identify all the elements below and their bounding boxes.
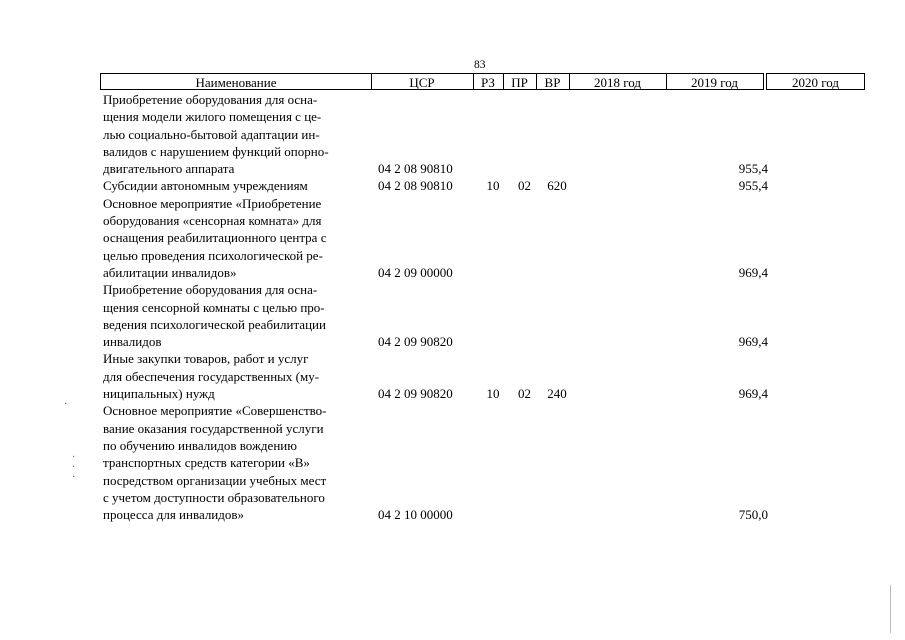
- row-name-line: абилитации инвалидов»: [103, 264, 237, 280]
- margin-mark: ·: [64, 399, 68, 410]
- row-2020: [768, 402, 868, 523]
- row-rz: 10: [486, 386, 500, 402]
- row-pr: [508, 402, 541, 523]
- table-row: [100, 195, 868, 281]
- row-rz: [478, 195, 508, 281]
- row-2020: [768, 281, 868, 350]
- row-name-line: посредством организации учебных мест: [103, 472, 327, 488]
- row-csr: 04 2 08 90810: [378, 161, 453, 177]
- row-vr: [541, 281, 573, 350]
- row-2020: [768, 177, 868, 194]
- table-row: [100, 350, 868, 402]
- row-2019: 955,4: [738, 161, 768, 177]
- row-pr: 02: [518, 178, 531, 194]
- header-name: Наименование: [100, 73, 372, 90]
- row-2019: 969,4: [738, 386, 768, 402]
- header-2019: 2019 год: [666, 73, 764, 90]
- row-name: [100, 281, 375, 350]
- row-pr: [508, 281, 541, 350]
- row-name-line: лью социально-бытовой адаптации ин-: [103, 126, 320, 142]
- row-name-line: ниципальных) нужд: [103, 386, 215, 402]
- row-name-line: процесса для инвалидов»: [103, 507, 245, 523]
- row-name: [100, 177, 375, 194]
- row-rz: [478, 281, 508, 350]
- row-2019: 955,4: [738, 178, 768, 194]
- row-name-line: транспортных средств категории «В»: [103, 455, 310, 471]
- row-name-line: Приобретение оборудования для осна-: [103, 282, 318, 298]
- row-name-line: валидов с нарушением функций опорно-: [103, 143, 329, 159]
- row-rz: [478, 91, 508, 177]
- header-2020: 2020 год: [766, 73, 865, 90]
- margin-mark: ·: [72, 452, 76, 463]
- row-name-line: по обучению инвалидов вождению: [103, 437, 297, 453]
- margin-mark: ·: [72, 462, 76, 473]
- row-name-line: щения сенсорной комнаты с целью про-: [103, 299, 325, 315]
- header-2018: 2018 год: [569, 73, 667, 90]
- row-name-line: Иные закупки товаров, работ и услуг: [103, 351, 309, 367]
- budget-table: [100, 91, 868, 523]
- row-2018: [573, 91, 669, 177]
- scan-edge-line: [890, 585, 891, 633]
- row-name: [100, 91, 375, 177]
- row-name-line: оснащения реабилитационного центра с: [103, 230, 327, 246]
- row-vr: 620: [547, 178, 567, 194]
- row-2020: [768, 195, 868, 281]
- row-csr: 04 2 09 90820: [378, 386, 453, 402]
- row-2018: [573, 402, 669, 523]
- row-pr: [508, 195, 541, 281]
- row-vr: 240: [547, 386, 567, 402]
- row-name-line: для обеспечения государственных (му-: [103, 368, 320, 384]
- row-name: [100, 350, 375, 402]
- table-row: [100, 281, 868, 350]
- margin-mark: ·: [72, 472, 76, 483]
- row-csr: 04 2 09 00000: [378, 264, 453, 280]
- row-2020: [768, 91, 868, 177]
- row-csr: 04 2 10 00000: [378, 507, 453, 523]
- row-name-line: с учетом доступности образовательного: [103, 489, 325, 505]
- row-name-line: ведения психологической реабилитации: [103, 316, 326, 332]
- row-name-line: вание оказания государственной услуги: [103, 420, 324, 436]
- row-name-line: оборудования «сенсорная комната» для: [103, 213, 322, 229]
- row-name-line: инвалидов: [103, 334, 162, 350]
- table-row: [100, 177, 868, 194]
- header-csr: ЦСР: [371, 73, 474, 90]
- row-pr: 02: [518, 386, 531, 402]
- row-name: [100, 195, 375, 281]
- row-2018: [573, 350, 669, 402]
- header-vr: ВР: [536, 73, 570, 90]
- row-name-line: Приобретение оборудования для осна-: [103, 92, 318, 107]
- row-2018: [573, 177, 669, 194]
- row-vr: [541, 402, 573, 523]
- row-rz: [478, 402, 508, 523]
- row-name-line: целью проведения психологической ре-: [103, 247, 323, 263]
- row-2018: [573, 281, 669, 350]
- table-row: [100, 91, 868, 177]
- table-row: [100, 402, 868, 523]
- row-name-line: двигательного аппарата: [103, 161, 235, 177]
- row-vr: [541, 195, 573, 281]
- row-csr: 04 2 08 90810: [378, 178, 453, 194]
- page-number: 83: [474, 59, 486, 71]
- row-name-line: щения модели жилого помещения с це-: [103, 109, 322, 125]
- row-2020: [768, 350, 868, 402]
- row-2019: 969,4: [738, 264, 768, 280]
- header-pr: ПР: [503, 73, 537, 90]
- row-csr: 04 2 09 90820: [378, 334, 453, 350]
- row-name-line: Основное мероприятие «Совершенство-: [103, 403, 327, 419]
- row-name: [100, 402, 375, 523]
- row-2018: [573, 195, 669, 281]
- header-rz: РЗ: [473, 73, 504, 90]
- row-2019: 969,4: [738, 334, 768, 350]
- row-2019: 750,0: [738, 507, 768, 523]
- row-rz: 10: [486, 178, 500, 194]
- row-pr: [508, 91, 541, 177]
- row-vr: [541, 91, 573, 177]
- row-name-line: Субсидии автономным учреждениям: [103, 178, 308, 194]
- row-name-line: Основное мероприятие «Приобретение: [103, 195, 322, 211]
